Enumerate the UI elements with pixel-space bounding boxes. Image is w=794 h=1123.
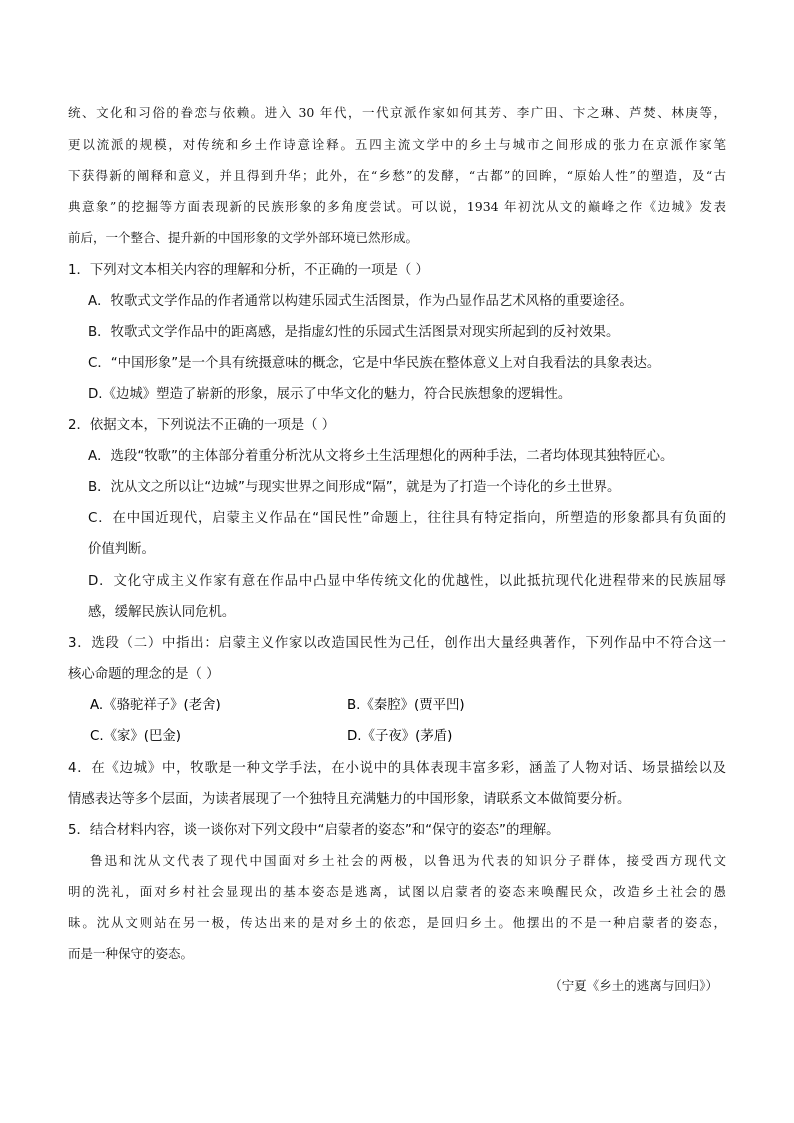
question-3-option-c: C.《家》(巴金) [90, 729, 182, 744]
question-3-option-d: D.《子夜》(茅盾) [347, 729, 453, 744]
question-2-option-c-cont: 价值判断。 [88, 542, 155, 557]
passage-line: 统、文化和习俗的眷恋与依赖。进入 30 年代，一代京派作家如何其芳、李广田、卞之琳、芦焚、林庚等， [68, 105, 726, 120]
question-2-option-c: C．在中国近现代，启蒙主义作品在“国民性”命题上，往往具有特定指向，所塑造的形象都具有负面的 [88, 511, 726, 526]
question-3-option-a: A.《骆驼祥子》(老舍) [90, 698, 221, 713]
question-1-option-a: A．牧歌式文学作品的作者通常以构建乐园式生活图景，作为凸显作品艺术风格的重要途径。 [88, 294, 633, 309]
question-2-option-d-cont: 感，缓解民族认同危机。 [88, 605, 236, 620]
question-2-option-b: B．沈从文之所以让“边城”与现实世界之间形成“隔”，就是为了打造一个诗化的乡土世界。 [88, 480, 621, 495]
question-1-option-d: D.《边城》塑造了崭新的形象，展示了中华文化的魅力，符合民族想象的逻辑性。 [88, 387, 572, 402]
question-2-option-d: D．文化守成主义作家有意在作品中凸显中华传统文化的优越性，以此抵抗现代化进程带来的民族屈辱 [88, 574, 726, 589]
question-1-option-c: C．“中国形象”是一个具有统摄意味的概念，它是中华民族在整体意义上对自我看法的具象表达。 [88, 356, 661, 371]
passage-line: 下获得新的阐释和意义，并且得到升华；此外，在“乡愁”的发酵，“古都”的回眸，“原始人性”的塑造，及“古 [68, 168, 726, 183]
question-1-option-b: B．牧歌式文学作品中的距离感，是指虚幻性的乐园式生活图景对现实所起到的反衬效果。 [88, 325, 620, 340]
question-5-stem: 5．结合材料内容，谈一谈你对下列文段中“启蒙者的姿态”和“保守的姿态”的理解。 [68, 823, 560, 838]
quote-line: 鲁迅和沈从文代表了现代中国面对乡土社会的两极，以鲁迅为代表的知识分子群体，接受西方现代文 [90, 853, 726, 868]
quote-line: 昧。沈从文则站在另一极，传达出来的是对乡土的依恋，是回归乡土。他摆出的不是一种启蒙者的姿态， [68, 915, 726, 930]
passage-line: 典意象”的挖掘等方面表现新的民族形象的多角度尝试。可以说，1934 年初沈从文的巅峰之作《边城》发表 [68, 199, 726, 214]
quote-line: 明的洗礼，面对乡村社会显现出的基本姿态是逃离，试图以启蒙者的姿态来唤醒民众，改造乡土社会的愚 [68, 884, 726, 899]
question-3-stem: 3．选段（二）中指出：启蒙主义作家以改造国民性为己任，创作出大量经典著作，下列作品中不符合这一 [68, 636, 726, 651]
passage-line: 更以流派的规模，对传统和乡土作诗意诠释。五四主流文学中的乡土与城市之间形成的张力在京派作家笔 [68, 137, 726, 152]
question-3-option-b: B.《秦腔》(贾平凹) [347, 698, 465, 713]
quote-source: （宁夏《乡土的逃离与回归》） [549, 978, 718, 993]
question-2-option-a: A．选段“牧歌”的主体部分着重分析沈从文将乡土生活理想化的两种手法，二者均体现其独特匠心。 [88, 449, 674, 464]
question-4-stem: 4．在《边城》中，牧歌是一种文学手法，在小说中的具体表现丰富多彩，涵盖了人物对话、场景描绘以及 [68, 761, 726, 776]
question-2-stem: 2．依据文本，下列说法不正确的一项是（ ） [68, 418, 336, 433]
question-4-stem-cont: 情感表达等多个层面，为读者展现了一个独特且充满魅力的中国形象，请联系文本做简要分析。 [68, 792, 631, 807]
question-1-stem: 1．下列对文本相关内容的理解和分析，不正确的一项是（ ） [68, 263, 429, 278]
quote-line: 而是一种保守的姿态。 [68, 946, 194, 961]
question-3-stem-cont: 核心命题的理念的是（ ） [68, 667, 220, 682]
passage-line: 前后，一个整合、提升新的中国形象的文学外部环境已然形成。 [68, 230, 419, 245]
